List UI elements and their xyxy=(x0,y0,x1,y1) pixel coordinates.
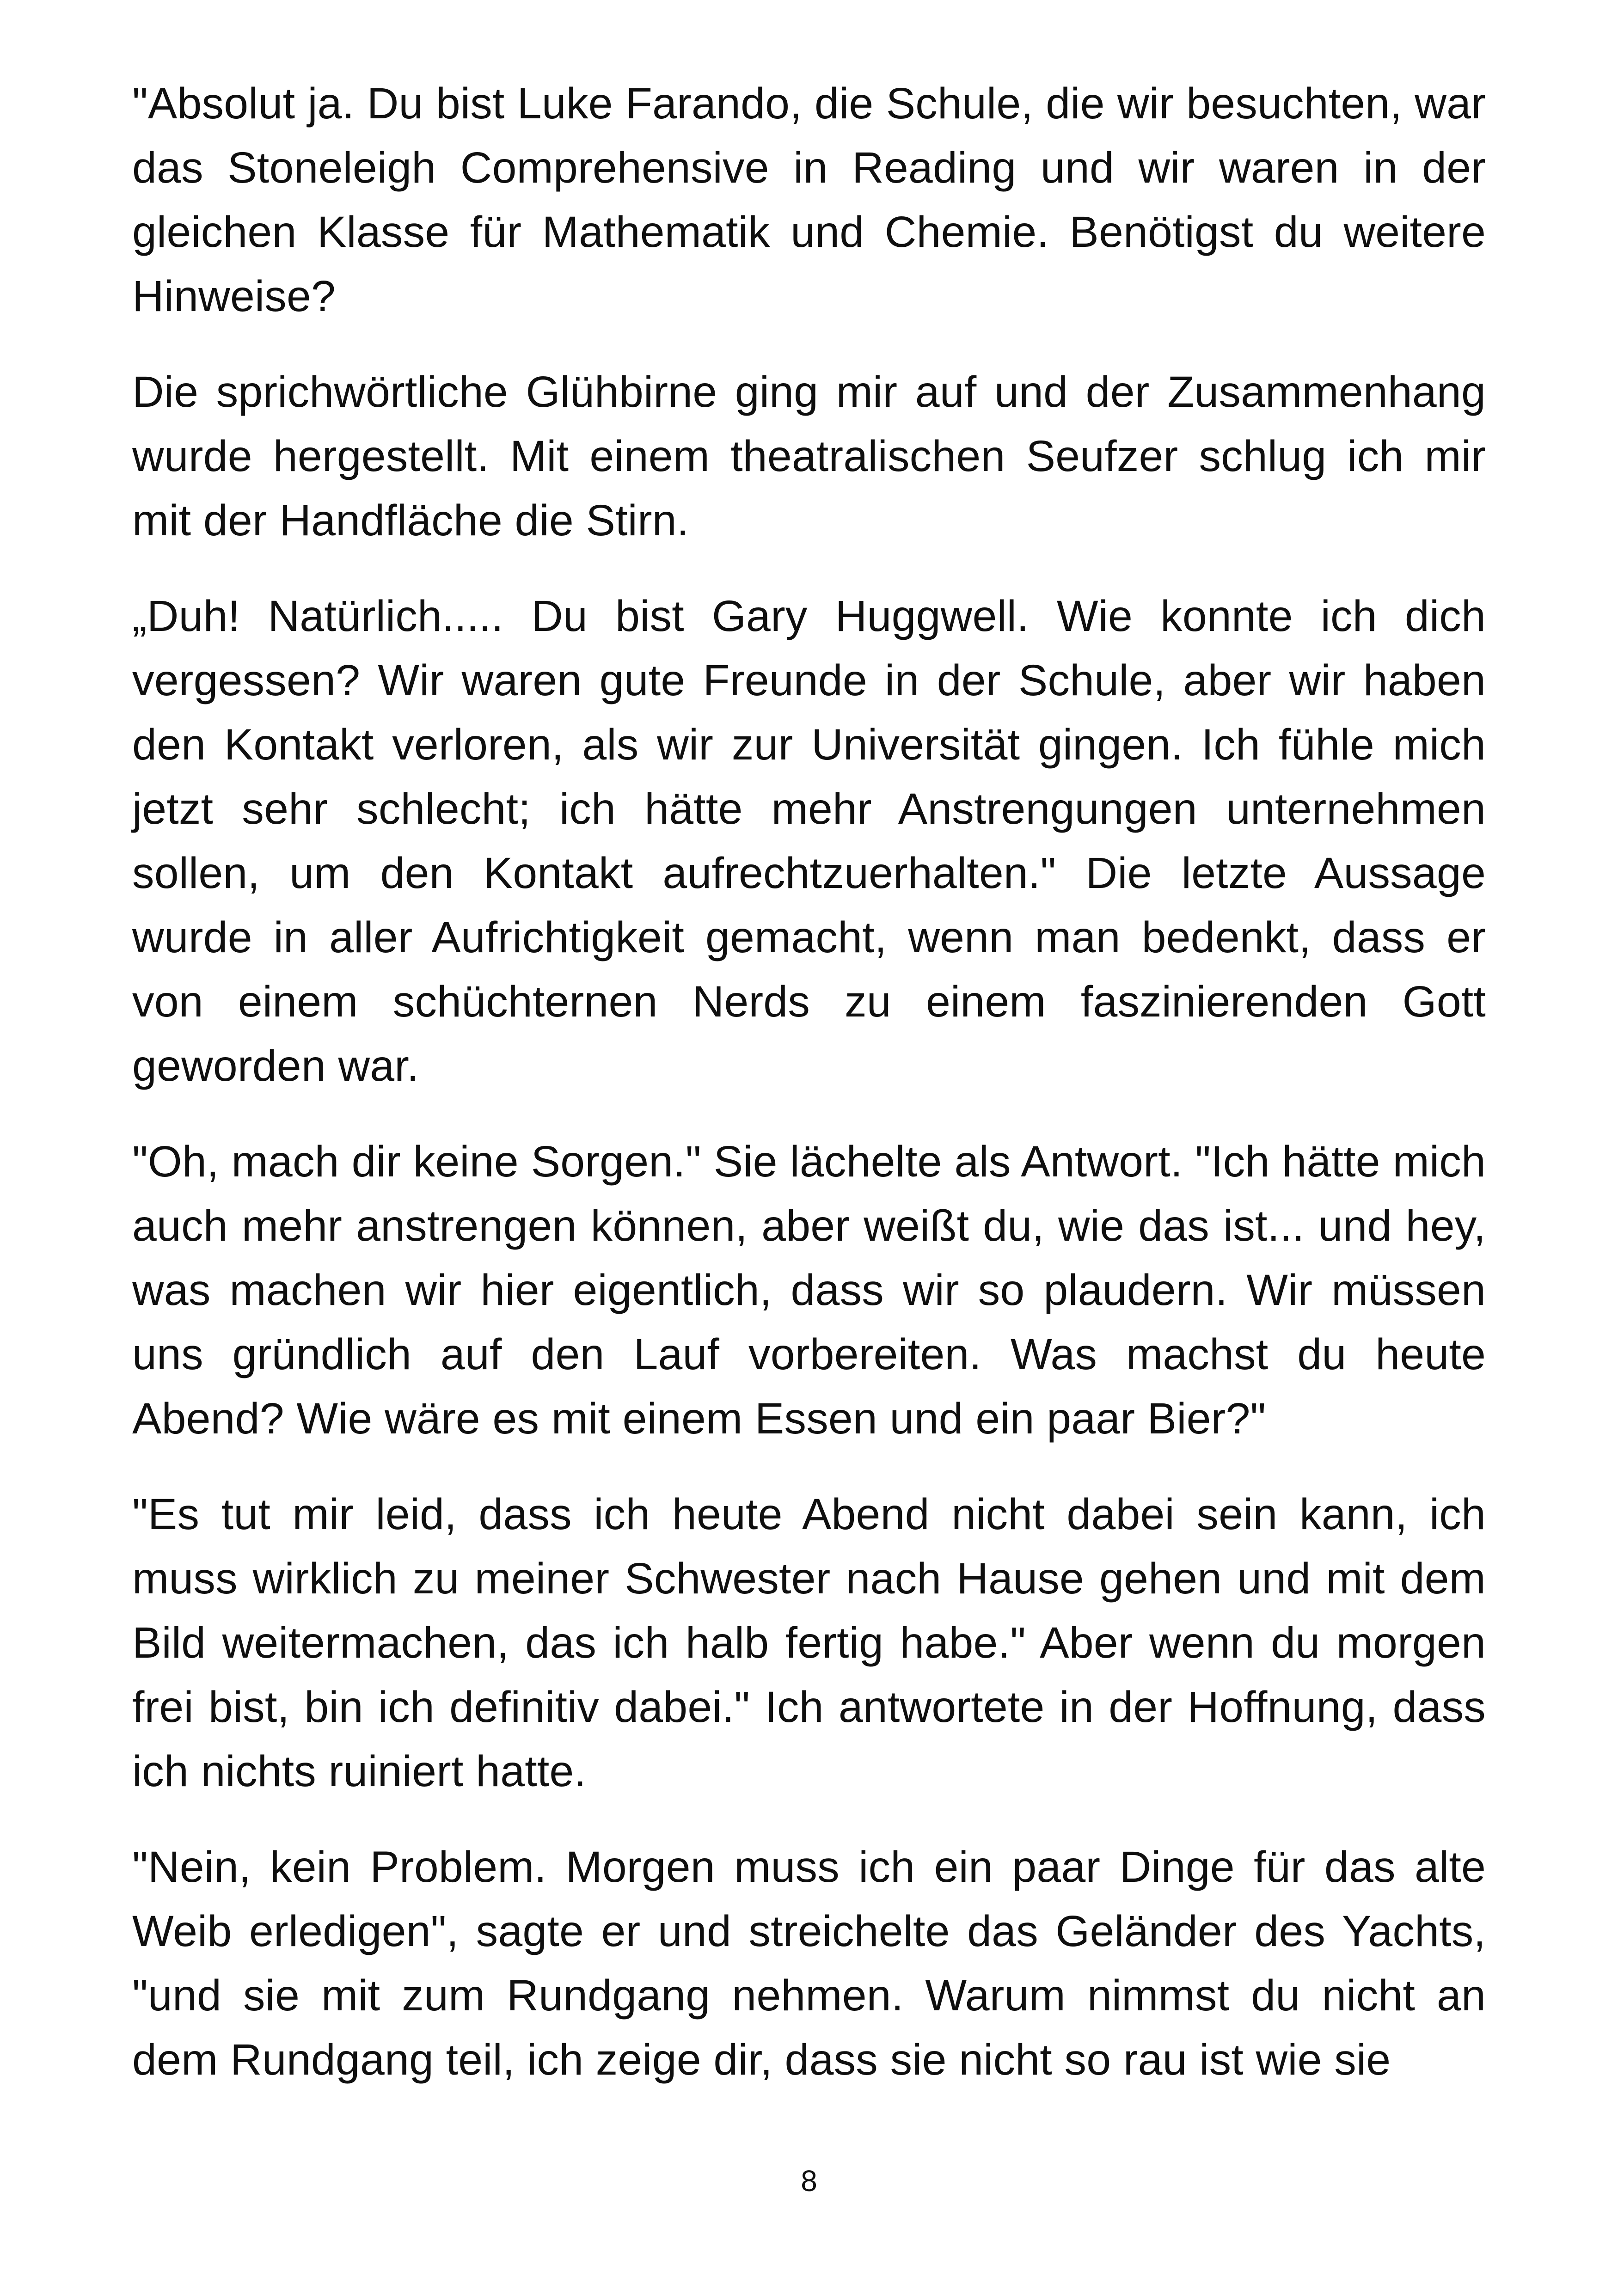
paragraph-4: "Oh, mach dir keine Sorgen." Sie lächelte als Antwort. "Ich hätte mich auch mehr anstrengen können, aber weißt du, wie das ist... und hey, was machen wir hier eigentlich, dass wir so plaudern. Wir müssen uns gründlich auf den Lauf vorbereiten. Was machst du heute Abend? Wie wäre es mit einem Essen und ein paar Bier?" xyxy=(132,1137,1486,1443)
paragraph-6: "Nein, kein Problem. Morgen muss ich ein paar Dinge für das alte Weib erledigen", sagte er und streichelte das Geländer des Yachts, "und sie mit zum Rundgang nehmen. Warum nimmst du nicht an dem Rundgang teil, ich zeige dir, dass sie nicht so rau ist wie sie xyxy=(132,1843,1486,2084)
paragraph-5: "Es tut mir leid, dass ich heute Abend nicht dabei sein kann, ich muss wirklich zu meiner Schwester nach Hause gehen und mit dem Bild weitermachen, das ich halb fertig habe." Aber wenn du morgen frei bist, bin ich definitiv dabei." Ich antwortete in der Hoffnung, dass ich nichts ruiniert hatte. xyxy=(132,1490,1486,1796)
paragraph-1: "Absolut ja. Du bist Luke Farando, die Schule, die wir besuchten, war das Stoneleigh Comprehensive in Reading und wir waren in der gleichen Klasse für Mathematik und Chemie. Benötigst du weitere Hinweise? xyxy=(132,79,1486,321)
paragraph-3: „Duh! Natürlich..... Du bist Gary Huggwell. Wie konnte ich dich vergessen? Wir waren gute Freunde in der Schule, aber wir haben den Kontakt verloren, als wir zur Universität gingen. Ich fühle mich jetzt sehr schlecht; ich hätte mehr Anstrengungen unternehmen sollen, um den Kontakt aufrechtzuerhalten." Die letzte Aussage wurde in aller Aufrichtigkeit gemacht, wenn man bedenkt, dass er von einem schüchternen Nerds zu einem faszinierenden Gott geworden war. xyxy=(132,592,1486,1090)
paragraph-2: Die sprichwörtliche Glühbirne ging mir auf und der Zusammenhang wurde hergestellt. Mit einem theatralischen Seufzer schlug ich mir mit der Handfläche die Stirn. xyxy=(132,367,1486,545)
body-text xyxy=(132,72,1486,2124)
page-number: 8 xyxy=(801,2164,817,2198)
